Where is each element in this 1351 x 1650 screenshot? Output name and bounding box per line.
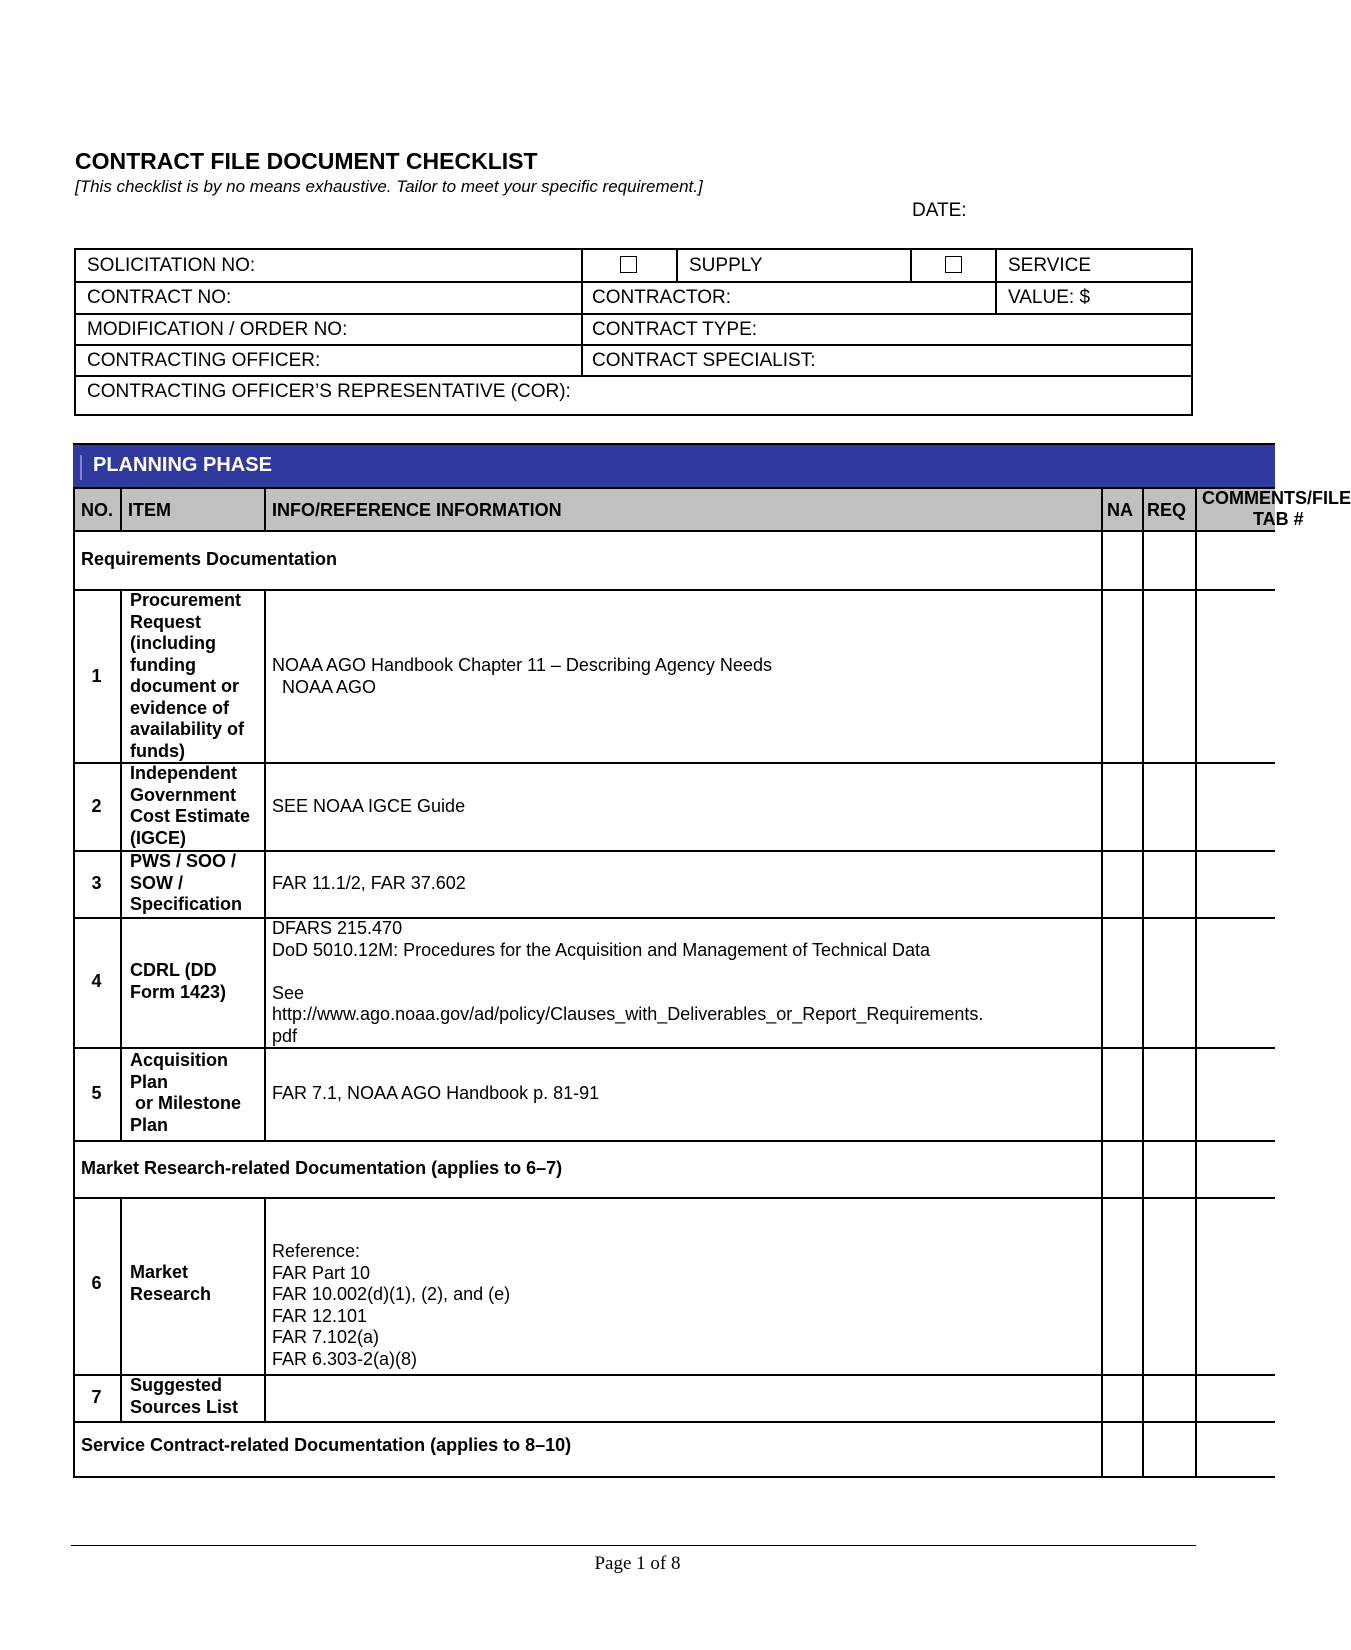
col-header-req: REQ — [1147, 500, 1187, 520]
row-reference: FAR 11.1/2, FAR 37.602 — [272, 873, 466, 893]
row-item: Acquisition Plan or Milestone Plan — [130, 1050, 242, 1135]
row-reference: SEE NOAA IGCE Guide — [272, 796, 466, 816]
modification-order-field: MODIFICATION / ORDER NO: — [87, 319, 348, 340]
section-service-contract: Service Contract-related Documentation (applies to 8–10) — [81, 1435, 572, 1455]
row-reference: DFARS 215.470 DoD 5010.12M: Procedures for the Acquisition and Management of Technical Data See http://www.ago.noaa.gov/ad/policy/Clauses_with_Deliverables_or_Report_Requirements. pdf — [272, 918, 984, 1046]
row-reference: Reference: FAR Part 10 FAR 10.002(d)(1), (2), and (e) FAR 12.101 FAR 7.102(a) FAR 6.303-2(a)(8) — [272, 1241, 511, 1369]
service-checkbox[interactable] — [945, 256, 962, 273]
row-item: Suggested Sources List — [130, 1375, 239, 1417]
page-number: Page 1 of 8 — [594, 1553, 681, 1574]
value-field: VALUE: $ — [1008, 287, 1091, 308]
date-label: DATE: — [912, 200, 967, 221]
page-title: CONTRACT FILE DOCUMENT CHECKLIST — [75, 148, 538, 174]
row-number: 1 — [91, 666, 102, 686]
row-number: 2 — [91, 796, 102, 816]
page-subtitle: [This checklist is by no means exhaustive. Tailor to meet your specific requirement.] — [75, 177, 703, 196]
col-header-comments: COMMENTS/FILE TAB # — [1202, 488, 1351, 529]
cor-field: CONTRACTING OFFICER’S REPRESENTATIVE (COR): — [87, 381, 571, 402]
solicitation-no-field: SOLICITATION NO: — [87, 255, 256, 276]
row-reference: NOAA AGO Handbook Chapter 11 – Describing Agency Needs NOAA AGO — [272, 655, 772, 697]
col-header-na: NA — [1107, 500, 1133, 520]
supply-checkbox[interactable] — [620, 256, 637, 273]
row-item: PWS / SOO / SOW / Specification — [130, 851, 243, 914]
phase-title: PLANNING PHASE — [93, 454, 272, 476]
supply-label: SUPPLY — [689, 255, 763, 276]
row-reference: FAR 7.1, NOAA AGO Handbook p. 81-91 — [272, 1083, 600, 1103]
contractor-field: CONTRACTOR: — [592, 287, 731, 308]
row-item: CDRL (DD Form 1423) — [130, 960, 227, 1002]
phase-header — [73, 443, 1275, 488]
row-item: Independent Government Cost Estimate (IGCE) — [130, 763, 251, 848]
col-header-info: INFO/REFERENCE INFORMATION — [272, 500, 562, 520]
contract-specialist-field: CONTRACT SPECIALIST: — [592, 350, 816, 371]
contracting-officer-field: CONTRACTING OFFICER: — [87, 350, 321, 371]
service-label: SERVICE — [1008, 255, 1092, 276]
col-header-item: ITEM — [128, 500, 171, 520]
row-item: Procurement Request (including funding document or evidence of availability of funds) — [130, 590, 245, 761]
row-number: 5 — [91, 1083, 102, 1103]
section-market-research: Market Research-related Documentation (applies to 6–7) — [81, 1158, 563, 1178]
row-number: 4 — [91, 971, 102, 991]
row-number: 3 — [91, 873, 102, 893]
contract-type-field: CONTRACT TYPE: — [592, 319, 758, 340]
contract-info-table — [74, 248, 1193, 416]
contract-no-field: CONTRACT NO: — [87, 287, 232, 308]
section-requirements-documentation: Requirements Documentation — [81, 549, 338, 569]
footer-rule — [71, 1545, 1196, 1546]
row-item: Market Research — [130, 1262, 212, 1304]
row-number: 6 — [91, 1273, 102, 1293]
col-header-no: NO. — [81, 500, 114, 520]
planning-phase-checklist — [73, 443, 1351, 1477]
row-number: 7 — [91, 1387, 102, 1407]
